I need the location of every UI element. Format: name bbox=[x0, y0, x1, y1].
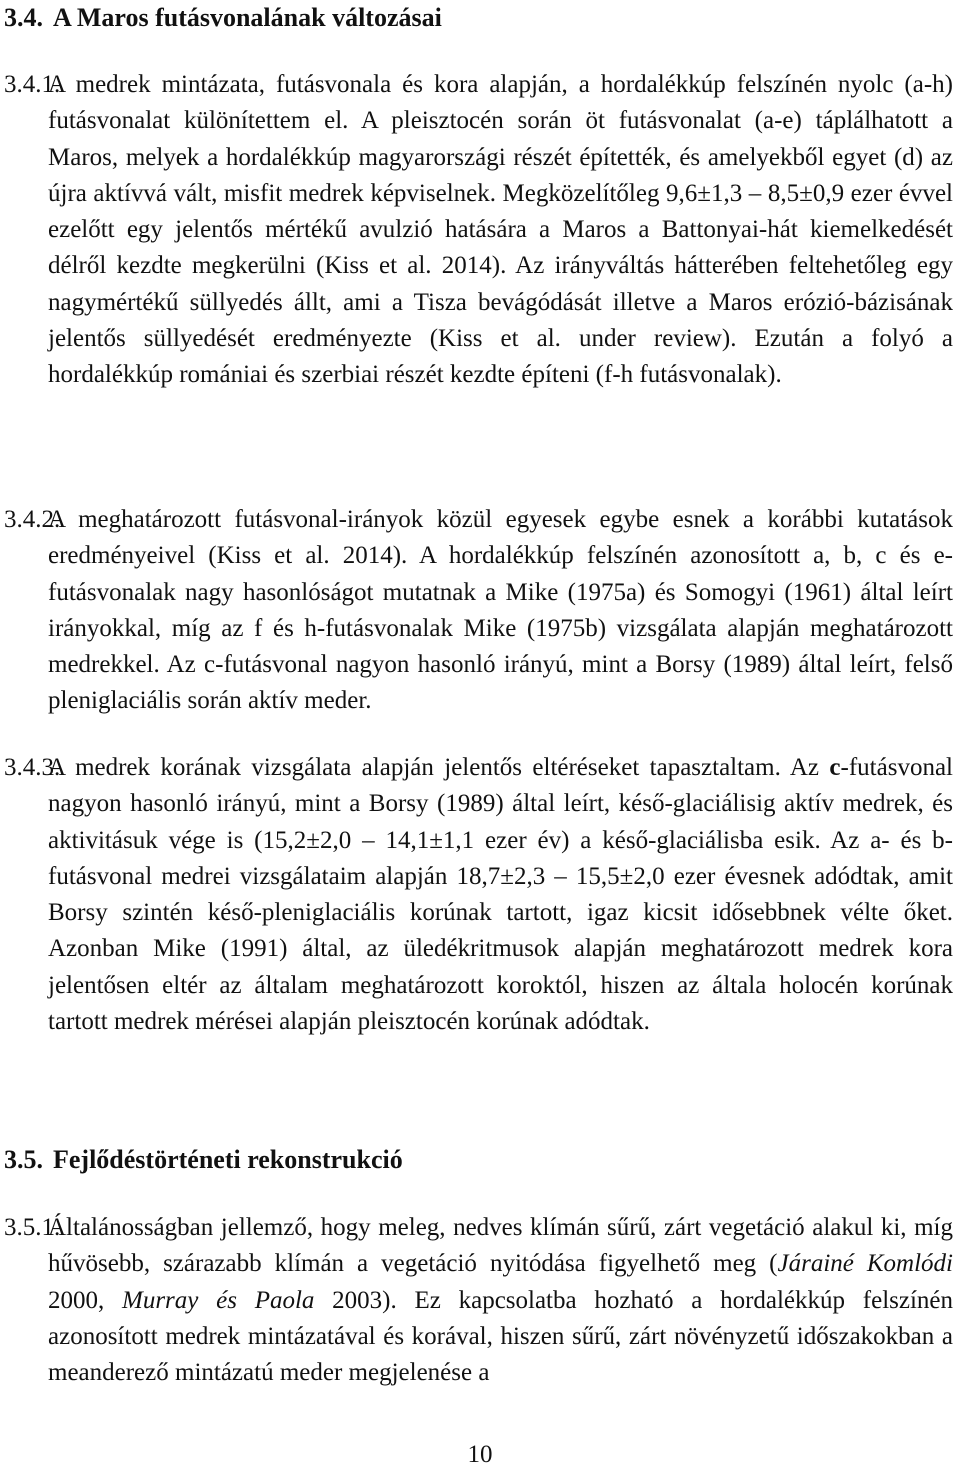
paragraph-text-part: 2003). Ez kapcsolatba hozható a hordalékkúp felszínén azonosított medrek mintázatával és korával, hiszen sűrű, zárt növényzetű időszakokban a meanderező mintázatú meder megjelenése a bbox=[48, 1286, 954, 1387]
paragraph-3-4-2 bbox=[4, 502, 953, 720]
subsection-heading bbox=[4, 1145, 403, 1175]
paragraph-3-4-3 bbox=[4, 750, 953, 1040]
paragraph-3-4-1 bbox=[4, 67, 953, 394]
page-number: 10 bbox=[467, 1441, 493, 1468]
paragraph-text: A medrek mintázata, futásvonala és kora alapján, a hordalékkúp felszínén nyolc (a-h) futásvonalat különítettem el. A pleisztocén során öt futásvonalat (a-e) táplálhatott a Maros, melyek a hordalékkúp magyarországi részét építették, és amelyekből egyet (d) az újra aktívvá vált, misfit medrek képviselnek. Megközelítőleg 9,6±1,3 – 8,5±0,9 ezer évvel ezelőtt egy jelentős mértékű avulzió hatására a Maros a Battonyai-hát kiemelkedését délről kezdte megkerülni (Kiss et al. 2014). Az irányváltás hátterében feltehetőleg egy nagymértékű süllyedés állt, ami a Tisza bevágódását illetve a Maros erózió-bázisának jelentős süllyedését eredményezte (Kiss et al. under review). Ezután a folyó a hordalékkúp romániai és szerbiai részét kezdte építeni (f-h futásvonalak). bbox=[48, 71, 953, 389]
paragraph-number: 3.5.1. bbox=[4, 1214, 61, 1241]
subsection-title: Fejlődéstörténeti rekonstrukció bbox=[53, 1145, 403, 1174]
bold-term: c bbox=[829, 754, 841, 781]
citation-author: Járainé Komlódi bbox=[777, 1250, 953, 1278]
paragraph-number: 3.4.1. bbox=[4, 71, 61, 98]
paragraph-3-5-1 bbox=[4, 1210, 954, 1391]
paragraph-text-part: A medrek korának vizsgálata alapján jelentős eltéréseket tapasztaltam. Az bbox=[48, 754, 830, 781]
paragraph-text-part: Általánosságban jellemző, hogy meleg, nedves klímán sűrű, zárt vegetáció alakul ki, míg hűvösebb, szárazabb klímán a vegetáció nyitódása figyelhető meg ( bbox=[48, 1214, 953, 1278]
paragraph-text-part: 2000, bbox=[48, 1286, 122, 1314]
section-number: 3.4. bbox=[4, 3, 43, 32]
section-heading bbox=[4, 3, 442, 33]
subsection-number: 3.5. bbox=[4, 1145, 43, 1174]
section-title: A Maros futásvonalának változásai bbox=[53, 3, 442, 32]
paragraph-text: A meghatározott futásvonal-irányok közül egyesek egybe esnek a korábbi kutatások eredményeivel (Kiss et al. 2014). A hordalékkúp felszínén azonosított a, b, c és e-futásvonalak nagy hasonlóságot mutatnak a Mike (1975a) és Somogyi (1961) által leírt irányokkal, míg az f és h-futásvonalak Mike (1975b) vizsgálata alapján meghatározott medrekkel. Az c-futásvonal nagyon hasonló irányú, mint a Borsy (1989) által leírt, felső pleniglaciális során aktív meder. bbox=[48, 506, 953, 715]
citation-author: Murray és Paola bbox=[122, 1286, 315, 1314]
paragraph-number: 3.4.3. bbox=[4, 754, 61, 781]
paragraph-text-part: -futásvonal nagyon hasonló irányú, mint a Borsy (1989) által leírt, késő-glaciálisig aktív medrek, és aktivitásuk vége is (15,2±2,0 – 14,1±1,1 ezer év) a késő-glaciálisba esik. Az a- és b-futásvonal medrei vizsgálataim alapján 18,7±2,3 – 15,5±2,0 ezer évesnek adódtak, amit Borsy szintén késő-pleniglaciális korúnak tartott, igaz kicsit idősebbnek vélte őket. Azonban Mike (1991) által, az üledékritmusok alapján meghatározott medrek kora jelentősen eltér az általam meghatározott koroktól, hiszen az általa holocén korúnak tartott medrek mérései alapján pleisztocén korúnak adódtak. bbox=[48, 754, 953, 1036]
paragraph-number: 3.4.2. bbox=[4, 506, 61, 533]
